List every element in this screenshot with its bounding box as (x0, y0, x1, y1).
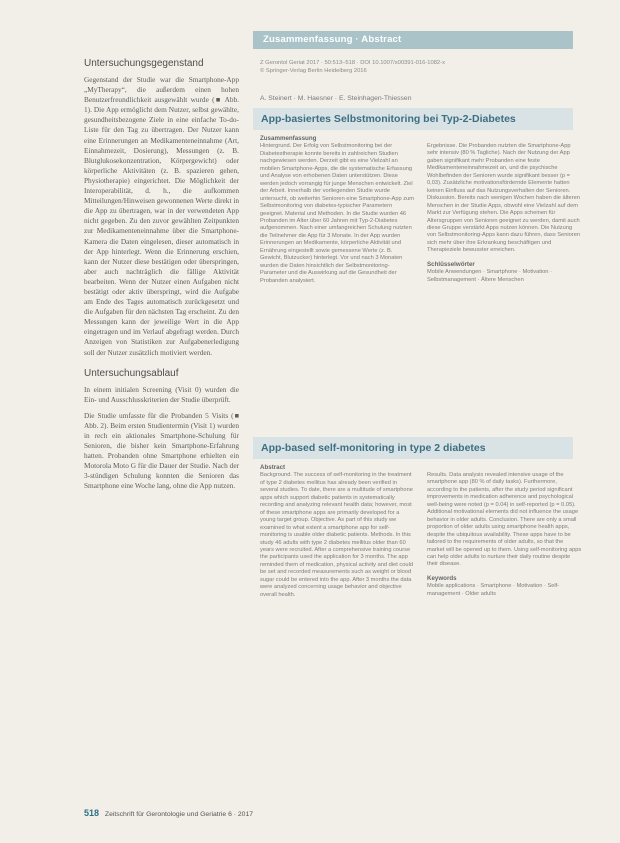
banner-title: Zusammenfassung · Abstract (263, 34, 402, 45)
english-keywords-label: Keywords (427, 574, 457, 582)
body-paragraph: Die Studie umfasste für die Probanden 5 Visits (■ Abb. 2). Beim ersten Studientermin (Visit 1) wurden in rech ein aktionales Smartphone-Schulung für Senioren, die bisher kein Smartphone-Erfahrung hatten. Probanden ohne Smartphone erhielten ein Motorola Moto G für die Dauer der Studie. Nach der 3-stündigen Schulung konnten die Senioren das Smartphone eine Woche lang, ohne die App nutzen. (84, 410, 239, 491)
english-abstract-col2 (427, 472, 582, 598)
english-title: App-based self-monitoring in type 2 diabetes (261, 442, 486, 454)
english-keywords: Mobile applications · Smartphone · Motivation · Self-management · Older adults (427, 583, 560, 597)
section-heading-subject: Untersuchungsgegenstand (84, 58, 204, 69)
english-section-label: Abstract (260, 464, 286, 471)
body-paragraph: Gegenstand der Studie war die Smartphone-App „MyTherapy“, die außerdem einen hohen Benutzerfreundlichkeit ausgewählt wurde (■ Abb. 1). Die App ermöglicht dem Nutzer, selbst gewählte, gesundheitsbezogene Ziele in eine einfache To-do-Liste für den Tag zu übertragen. Der Nutzer kann eine Erinnerungen an Medikamenteneinnahme (Art, Einnahmezeit, Dosierung), Messungen (z. B. Blutglukosekonzentration, Körpergewicht) oder körperliche Aktivitäten (z. B. spazieren gehen, Physiotherapie) eingerichtet. Die Möglichkeit der Interoperabilität, d. h., die aufkommen Mitteilungen/Hinweisen gewonnenen Werte direkt in die App zu übertragen, war in der verwendeten App nicht gegeben. Zu den zuvor gewählten Zeitpunkten zur Medikamenteneinnahme über die Smartphone-Kamera die Daten eingelesen, dieser automatisch in der App hinterlegt. Wenn die Erinnerung erschien, kann der Nutzer diese bestätigen oder überspringen, aber auch nachträglich die fällige Aktivität bearbeiten. Wenn der Nutzer einen Aufgaben nicht bestätigt oder aktiv überspringt, wird die Aufgabe am Ende des Tages automatisch zurückgesetzt und die Aufgaben für den nächsten Tag erscheint. Zu den Messungen kann der jeweilige Wert in die App eingetragen und im Verlauf abgefragt werden. Durch Anzeigen von Statistiken zur Aufgabenerledigung soll der Nutzer zusätzlich motiviert werden. (84, 75, 239, 357)
page-number: 518 (84, 808, 100, 818)
english-abstract-text-2: Results. Data analysis revealed intensive usage of the smartphone app (80 % of daily tasks). Furthermore, according to the patients, after the study period significant improvements in medication adherence and psychological well-being were noted (p = 0.04) in self-reported (p = 0.05). Additional motivational elements did not influence the usage behavior in older adults. Conclusion. There are only a small proportion of older adults using smartphone health apps, despite the ubiquitous availability. These apps have to be tailored to the requirements of older adults, so that the market will be opened up to them. Using self-monitoring apps can help older adults to nurture their daily routine despite their disease. (427, 472, 582, 568)
german-abstract-text-2: Ergebnisse. Die Probanden nutzten die Smartphone-App sehr intensiv (80 % Tagliche). Nach der Nutzung der App gaben signifikant mehr Probanden eine feste Medikamenteneinnahmezeit an, und die psychische Wohlbefinden der Senioren wurde signifikant besser (p = 0,03). Zusätzliche motivationsfördernde Elemente hatten keinen Einfluss auf das Nutzungsverhalten der Senioren. Diskussion. Bereits nach wenigen Wochen haben die älteren Menschen in der Studie Apps, obwohl eine Vielzahl auf dem Markt zur Verfügung stehen. Die Apps scheinen für Altersgruppen von Senioren geeignet zu werden, damit auch diese Gruppe verstärkt Apps nutzen können. Die Nutzung von Selbstmonitoring-Apps kann dazu führen, dass Senioren sich mehr über ihre Erkrankung beschäftigen und Therapieziele bewusster erreichen. (427, 143, 581, 254)
german-keywords-label: Schlüsselwörter (427, 260, 475, 268)
english-abstract-col1 (260, 464, 415, 599)
english-abstract-text-1: Background. The success of self-monitoring in the treatment of type 2 diabetes mellitus has already been verified in several studies. To date, there are a multitude of smartphone apps which support diabetic patients in systematically recording and analyzing relevant health data; however, most of these smartphone apps are primarily developed for a young target group. Objective. As part of this study we examined to what extent a smartphone app for self-monitoring is usable older diabetic patients. Methods. In this study 46 adults with type 2 diabetes mellitus older than 60 years were recruited. After a comprehensive training course the participants used the application for 3 months. The app reminded them of medication, physical activity and diet could be set and recorded measurements such as weight or blood sugar could be entered into the app. After 3 months the data were analyzed concerning usage behavior and objective overall health. (260, 472, 414, 598)
german-title: App-basiertes Selbstmonitoring bei Typ-2-Diabetes (261, 113, 516, 125)
german-keywords: Mobile Anwendungen · Smartphone · Motivation · Selbstmanagement · Ältere Menschen (427, 269, 552, 283)
german-abstract-text-1: Hintergrund. Der Erfolg von Selbstmonitoring bei der Diabetestherapie konnte bereits in zahlreichen Studien nachgewiesen werden. Derzeit gibt es eine Vielzahl an mobilen Smartphone-Apps, die die systematische Erfassung und Analyse von erhobenen Daten unterstützen. Diese werden jedoch vorrangig für junge Menschen entwickelt. Ziel der Arbeit. Innerhalb der vorliegenden Studie wurde untersucht, ob weiterhin Senioren eine Smartphone-App zum Selbstmonitoring von diabetes-typischer Parametern geeignet. Material und Methoden. In die Studie wurden 46 Probanden im Alter über 60 Jahren mit Typ-2-Diabetes aufgenommen. Nach einer umfangreichen Schulung nutzten die Teilnehmer die App für 3 Monate. In der App wurden Erinnerungen an Medikamente, körperliche Aktivität und Ernährung eingestellt sowie gemessene Werte (z. B. Gewicht, Blutzucker) hinterlegt. Vor und nach 3 Monaten wurden die Daten hinsichtlich der Selbstmonitoring-Parameter und die Auswirkung auf die Gesundheit der Probanden analysiert. (260, 143, 414, 284)
english-title-bar (253, 437, 573, 459)
body-paragraph: In einem initialen Screening (Visit 0) wurden die Ein- und Ausschlusskriterien der Studie überprüft. (84, 384, 239, 404)
german-abstract-col1 (260, 135, 415, 285)
german-abstract-col2 (427, 143, 582, 284)
authors: A. Steinert · M. Haesner · E. Steinhagen-Thiessen (260, 95, 412, 102)
german-section-label: Zusammenfassung (260, 135, 317, 142)
journal-name: Zeitschrift für Gerontologie und Geriatrie 6 · 2017 (104, 811, 254, 818)
summary-banner (253, 31, 573, 49)
section-heading-procedure: Untersuchungsablauf (84, 367, 179, 379)
left-column (84, 58, 239, 498)
page-footer (84, 808, 253, 818)
german-title-bar (253, 108, 573, 130)
citation-line: Z Gerontol Geriat 2017 · 50:513–518 · DOI 10.1007/s00391-016-1082-x © Springer-Verlag Berlin Heidelberg 2016 (260, 60, 445, 74)
